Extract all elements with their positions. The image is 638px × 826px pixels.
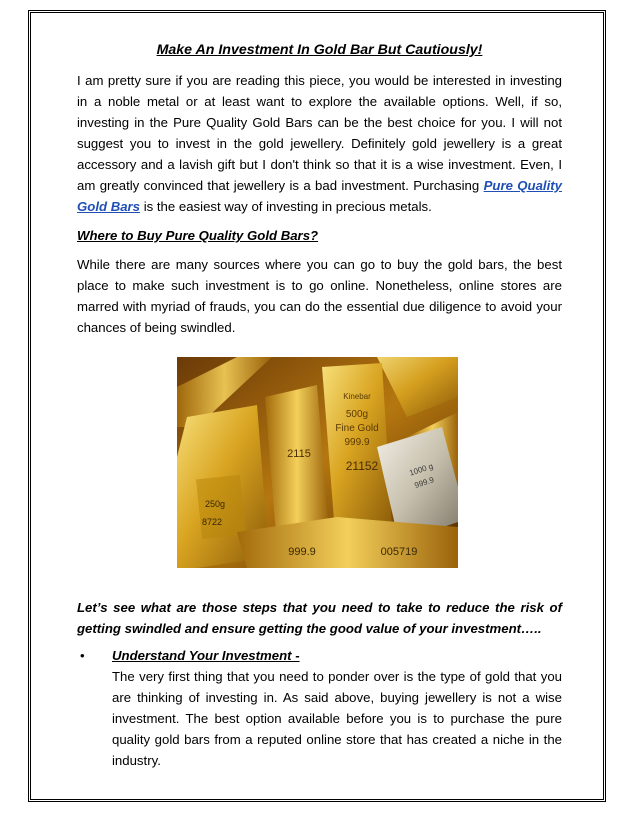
- bar-text: 250g: [204, 499, 226, 509]
- bar-text: 21152: [345, 459, 379, 473]
- bar-text: 8722: [201, 517, 223, 527]
- bullet-icon: •: [80, 648, 85, 663]
- gold-bars-illustration: [177, 357, 458, 568]
- bar-text: 2115: [287, 448, 311, 460]
- bar-text: 999.9: [413, 475, 436, 490]
- bar-text: 999.9: [288, 546, 316, 558]
- intro-text-end: is the easiest way of investing in precious metals.: [140, 199, 432, 214]
- steps-intro: Let’s see what are those steps that you need to take to reduce the risk of getting swindled and ensure getting the good value of your investment…..: [77, 600, 562, 636]
- list-item-body: [112, 645, 562, 771]
- intro-text: I am pretty sure if you are reading this piece, you would be interested in investing in a noble metal or at least want to explore the available options. Well, if so, investing in the Pure Quality Gold Bars can be the best choice for you. I will not suggest you to invest in the gold jewellery. Definitely gold jewellery is a great accessory and a lavish gift but I don't think so that it is a wise investment. Even, I am greatly convinced that jewellery is a bad investment. Purchasing: [77, 73, 562, 193]
- bar-text: 999.9: [344, 437, 370, 448]
- step-title: Understand Your Investment -: [112, 648, 300, 663]
- section-heading: Where to Buy Pure Quality Gold Bars?: [77, 228, 319, 243]
- step-text: The very first thing that you need to ponder over is the type of gold that you are thinking of investing in. As said above, buying jewellery is not a wise investment. The best option available before you is to purchase the pure quality gold bars from a reputed online store that has created a niche in the industry.: [112, 669, 562, 768]
- article-body: [77, 40, 562, 348]
- bar-text: 500g: [345, 409, 369, 420]
- bar-brand-text: Kinebar: [343, 392, 371, 401]
- where-to-buy-paragraph: While there are many sources where you can go to buy the gold bars, the best place to make such investment is to go online. Nonetheless, online stores are marred with myriad of frauds, you can do the essential due diligence to avoid your chances of being swindled.: [77, 257, 562, 335]
- steps-section: [77, 597, 562, 771]
- bar-text: Fine Gold: [335, 423, 379, 434]
- list-item: [77, 645, 562, 771]
- bar-text: 1000 g: [408, 461, 435, 478]
- intro-paragraph: [77, 70, 562, 217]
- pure-quality-gold-bars-link[interactable]: Pure Quality Gold Bars: [77, 178, 562, 214]
- bar-text: 005719: [380, 546, 418, 558]
- page-title: Make An Investment In Gold Bar But Cautiously!: [156, 42, 483, 58]
- gold-bars-photo: [177, 357, 458, 568]
